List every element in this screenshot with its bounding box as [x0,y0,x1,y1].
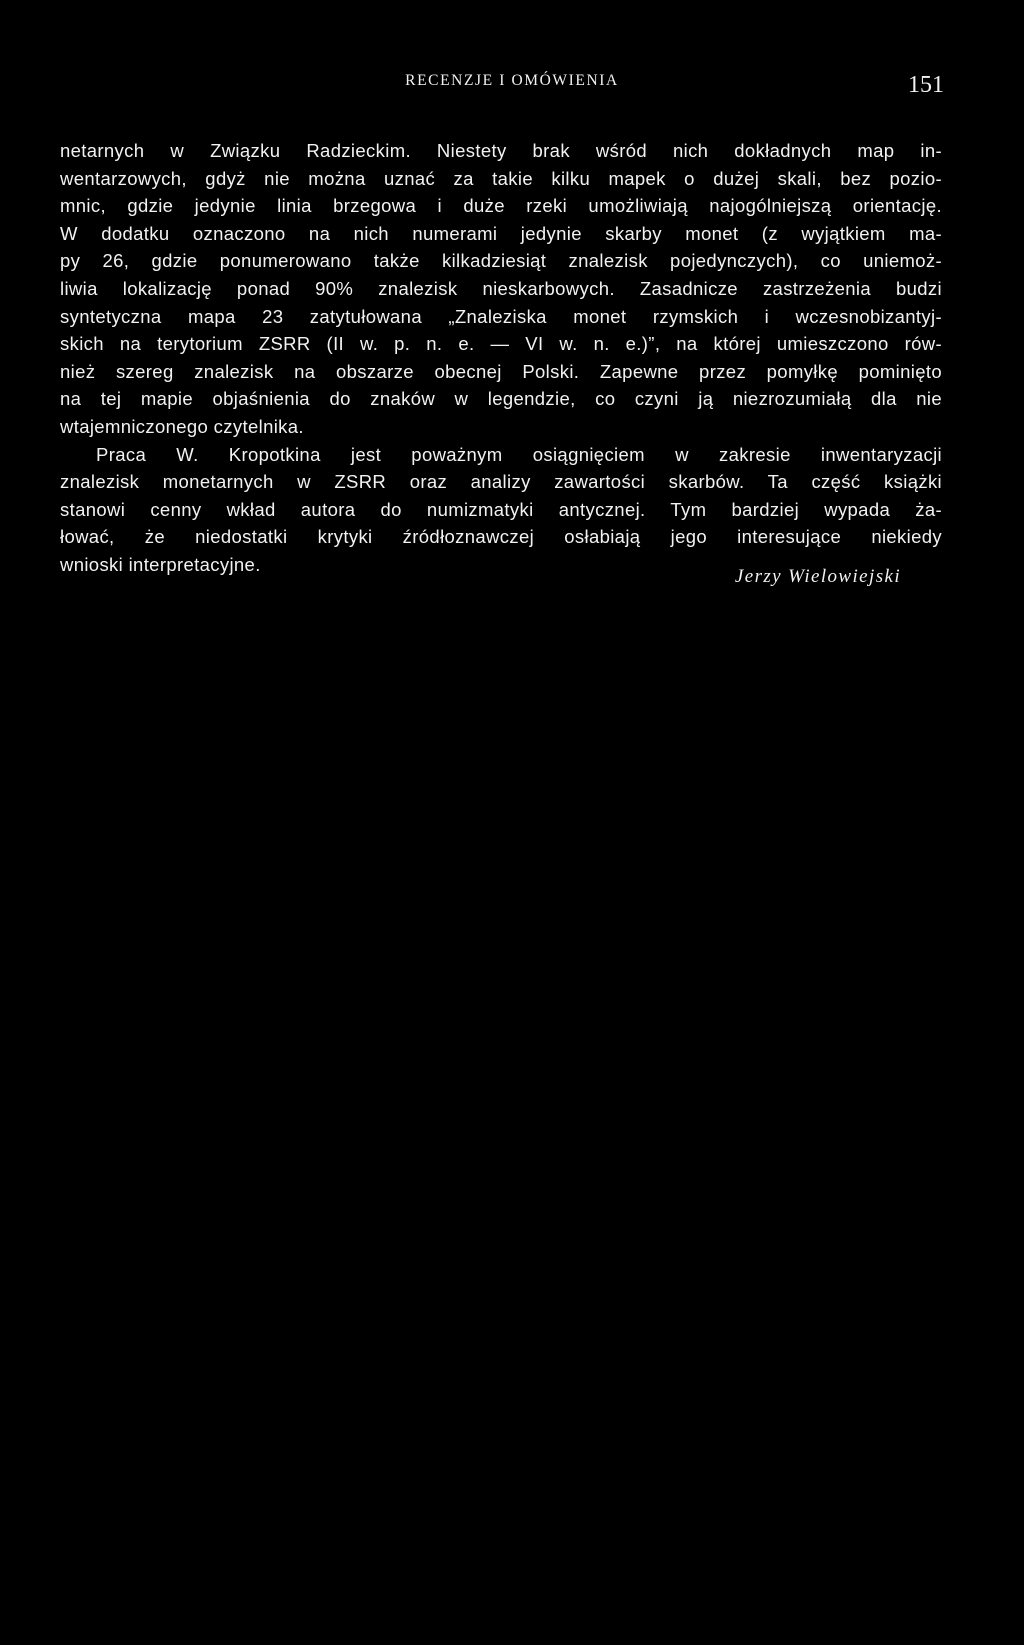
text-line: nież szereg znalezisk na obszarze obecnej Polski. Zapewne przez pomyłkę pominięto [60,360,942,382]
text-line: mnic, gdzie jedynie linia brzegowa i duże rzeki umożliwiają najogólniejszą orientację. [60,195,942,217]
text-line: liwia lokalizację ponad 90% znalezisk nieskarbowych. Zasadnicze zastrzeżenia budzi [60,277,942,299]
text-line: Praca W. Kropotkina jest poważnym osiągnięciem w zakresie inwentaryzacji [96,443,942,465]
page-number: 151 [908,72,944,98]
text-line: wnioski interpretacyjne. [60,553,261,575]
text-line: skich na terytorium ZSRR (II w. p. n. e. — VI w. n. e.)”, na której umieszczono rów- [60,333,942,355]
text-line: stanowi cenny wkład autora do numizmatyki antycznej. Tym bardziej wypada ża- [60,498,942,520]
text-line: netarnych w Związku Radzieckim. Niestety brak wśród nich dokładnych map in- [60,140,942,161]
text-line: wentarzowych, gdyż nie można uznać za takie kilku mapek o dużej skali, bez pozio- [60,167,942,189]
text-line: syntetyczna mapa 23 zatytułowana „Znaleziska monet rzymskich i wczesnobizantyj- [60,305,942,327]
review-body [60,137,942,579]
text-line: W dodatku oznaczono na nich numerami jedynie skarby monet (z wyjątkiem ma- [60,222,942,244]
text-line: py 26, gdzie ponumerowano także kilkadziesiąt znalezisk pojedynczych), co uniemoż- [60,250,942,272]
running-head: RECENZJE I OMÓWIENIA [405,72,619,89]
author-signature: Jerzy Wielowiejski [734,566,901,587]
text-line: wtajemniczonego czytelnika. [60,415,304,437]
text-line: na tej mapie objaśnienia do znaków w legendzie, co czyni ją niezrozumiałą dla nie [60,388,942,410]
text-line: znalezisk monetarnych w ZSRR oraz analizy zawartości skarbów. Ta część książki [60,471,942,493]
text-line: łować, że niedostatki krytyki źródłoznawczej osłabiają jego interesujące niekiedy [60,526,942,548]
